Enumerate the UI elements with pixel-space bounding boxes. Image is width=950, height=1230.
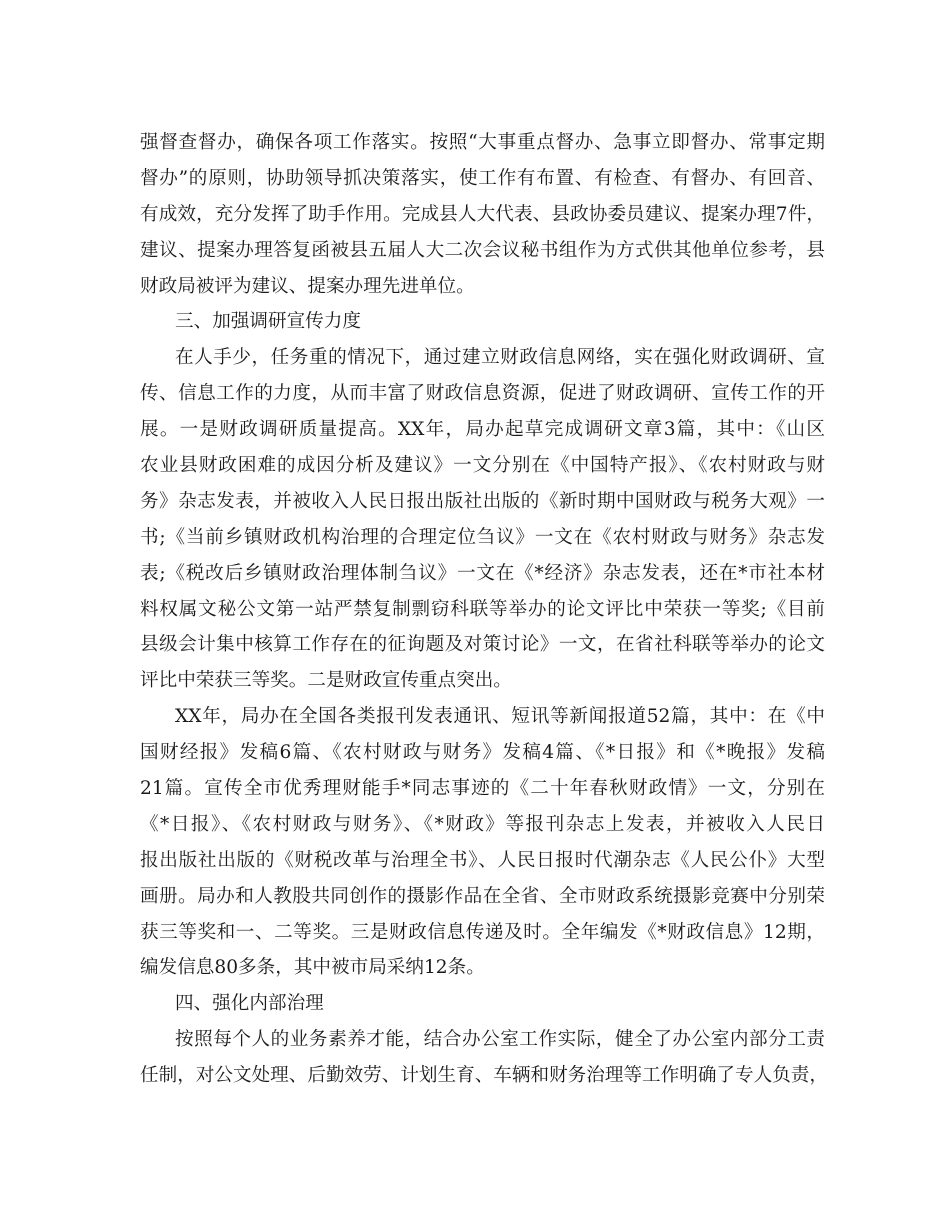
paragraph-line: 评比中荣获三等奖。二是财政宣传重点突出。 xyxy=(140,670,512,692)
section-heading: 三、加强调研宣传力度 xyxy=(175,311,361,333)
paragraph-line: 编发信息80多条，其中被市局采纳12条。 xyxy=(140,957,485,979)
paragraph-line: 务》杂志发表，并被收入人民日报出版社出版的《新时期中国财政与税务大观》一 xyxy=(140,490,825,512)
paragraph-line: 料权属文秘公文第一站严禁复制剽窃科联等举办的论文评比中荣获一等奖;《目前 xyxy=(140,598,825,620)
paragraph-line: 《*日报》、《农村财政与财务》、《*财政》等报刊杂志上发表，并被收入人民日 xyxy=(140,813,825,835)
paragraph-line: 任制，对公文处理、后勤效劳、计划生育、车辆和财务治理等工作明确了专人负责， xyxy=(140,1065,828,1087)
paragraph-line: 强督查督办，确保各项工作落实。按照“大事重点督办、急事立即督办、常事定期 xyxy=(140,132,825,153)
paragraph-line: 书;《当前乡镇财政机构治理的合理定位刍议》一文在《农村财政与财务》杂志发 xyxy=(140,526,825,548)
paragraph-line: 21篇。宣传全市优秀理财能手*同志事迹的《二十年春秋财政情》一文，分别在 xyxy=(140,778,825,800)
paragraph-line: XX年，局办在全国各类报刊发表通讯、短讯等新闻报道52篇，其中：在《中 xyxy=(175,706,825,728)
document-body xyxy=(140,125,828,1094)
paragraph-line: 在人手少，任务重的情况下，通过建立财政信息网络，实在强化财政调研、宣 xyxy=(175,347,825,369)
paragraph-line: 有成效，充分发挥了助手作用。完成县人大代表、县政协委员建议、提案办理7件， xyxy=(140,203,825,225)
paragraph-line: 督办”的原则，协助领导抓决策落实，使工作有布置、有检查、有督办、有回音、 xyxy=(140,167,825,189)
paragraph-line: 建议、提案办理答复函被县五届人大二次会议秘书组作为方式供其他单位参考，县 xyxy=(140,239,825,261)
paragraph-line: 获三等奖和一、二等奖。三是财政信息传递及时。全年编发《*财政信息》12期， xyxy=(140,921,825,943)
paragraph-line: 表;《税改后乡镇财政治理体制刍议》一文在《*经济》杂志发表，还在*市社本材 xyxy=(140,562,825,584)
paragraph-line: 展。一是财政调研质量提高。XX年，局办起草完成调研文章3篇，其中：《山区 xyxy=(140,419,825,441)
paragraph-line: 国财经报》发稿6篇、《农村财政与财务》发稿4篇、《*日报》和《*晚报》发稿 xyxy=(140,742,825,764)
section-heading: 四、强化内部治理 xyxy=(175,993,324,1015)
paragraph-line: 传、信息工作的力度，从而丰富了财政信息资源，促进了财政调研、宣传工作的开 xyxy=(140,383,825,405)
paragraph-line: 财政局被评为建议、提案办理先进单位。 xyxy=(140,275,475,297)
paragraph-line: 按照每个人的业务素养才能，结合办公室工作实际，健全了办公室内部分工责 xyxy=(175,1029,825,1051)
paragraph-line: 农业县财政困难的成因分析及建议》一文分别在《中国特产报》、《农村财政与财 xyxy=(140,455,825,477)
paragraph-line: 县级会计集中核算工作存在的征询题及对策讨论》一文，在省社科联等举办的论文 xyxy=(140,634,825,656)
paragraph-line: 报出版社出版的《财税改革与治理全书》、人民日报时代潮杂志《人民公仆》大型 xyxy=(140,849,825,871)
paragraph-line: 画册。局办和人教股共同创作的摄影作品在全省、全市财政系统摄影竞赛中分别荣 xyxy=(140,885,825,907)
